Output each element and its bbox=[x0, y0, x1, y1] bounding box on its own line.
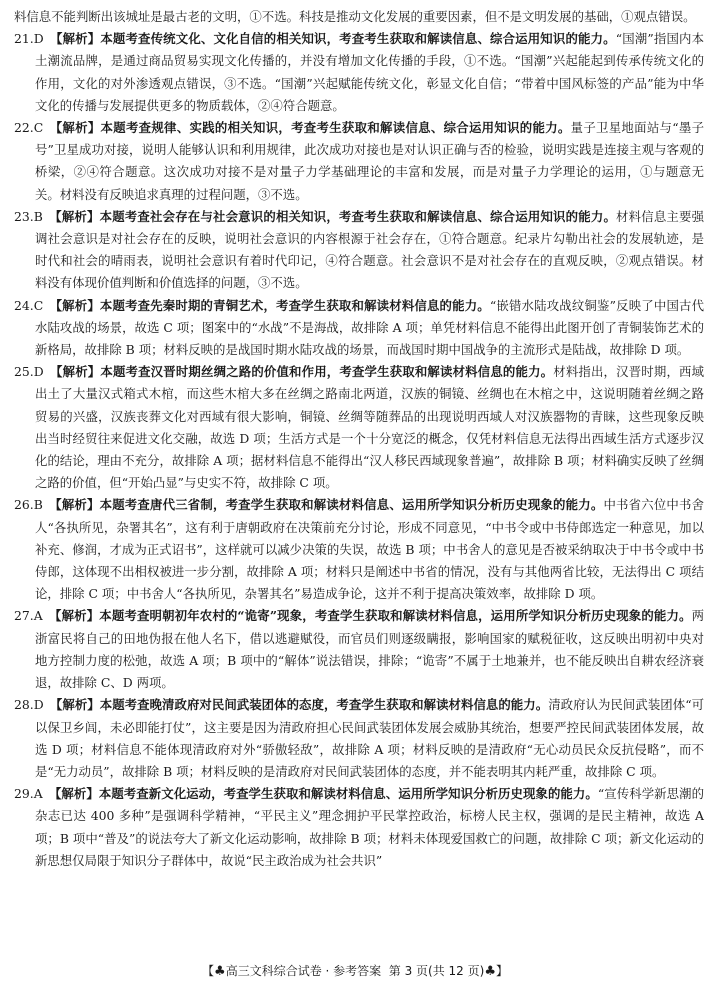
analysis-body: 两浙富民将自己的田地伪报在他人名下，借以逃避赋役，而官员们则逐级瞒报，影响国家的赋税征收，这反映出明初中央对地方控制力度的松弛，故选 A 项；B 项中的“解体”说法错误，排除；“诡寄”不属于土地兼并，也不能反映出自耕农经济衰退，故排除 C、D 两项。 bbox=[35, 608, 704, 691]
analysis-body: “宣传科学新思潮的杂志已达 400 多种”是强调科学精神，“平民主义”理念拥护平民掌控政治，标榜人民主权，强调的是民主精神，故选 A 项；B 项中“普及”的说法夸大了新文化运动影响，故排除 B 项；材料未体现爱国救亡的问题，故排除 C 项；新文化运动的新思想仅局限于知识分子群体中，故说“民主政治成为社会共识” bbox=[35, 786, 704, 868]
intro-paragraph bbox=[14, 6, 704, 28]
page-footer bbox=[0, 962, 710, 979]
answer-letter: B bbox=[33, 208, 43, 224]
analysis-body: 中书省六位中书舍人“各执所见，杂署其名”，这有利于唐朝政府在决策前充分讨论，形成不同意见，“中书令或中书侍郎选定一种意见，加以补充、修润，才成为正式诏书”，这样就可以减少决策的失误，故选 B 项；中书舍人的意见是否被采纳取决于中书令或中书侍郎，这体现不出相权被进一步分割，故排除 A 项；材料只是阐述中书省的情况，没有与其他两省比较，无法得出 C 项结论，排除 C 项；中书舍人“各执所见，杂署其名”易造成争论，这并不利于提高决策效率，故排除 D 项。 bbox=[35, 497, 705, 602]
answer-item bbox=[14, 783, 704, 872]
footer-title: 高三文科综合试卷 · 参考答案 bbox=[225, 964, 382, 978]
answer-item bbox=[14, 494, 704, 605]
answer-letter: D bbox=[33, 364, 44, 380]
answer-item bbox=[14, 361, 704, 494]
analysis-header: 【解析】本题考查先秦时期的青铜艺术，考查学生获取和解读材料信息的能力。 bbox=[49, 297, 490, 313]
question-number: 23. bbox=[14, 208, 34, 224]
analysis-body: 清政府认为民间武装团体“可以保卫乡闾，未必即能打仗”，这主要是因为清政府担心民间武装团体发展会威胁其统治，想要严控民间武装团体发展，故选 D 项；材料信息不能体现清政府对外“骄傲轻敌”，故排除 A 项；材料反映的是清政府“无心动员民众反抗侵略”，而不是“无力动员”，故排除 B 项；材料反映的是清政府对民间武装团体的态度，并不能表明其内耗严重，故排除 C 项。 bbox=[35, 697, 704, 779]
answer-letter: C bbox=[33, 297, 44, 313]
question-number: 29. bbox=[14, 786, 34, 802]
analysis-body: “嵌错水陆攻战纹铜鉴”反映了中国古代水陆攻战的场景，故选 C 项；图案中的“水战”不是海战，故排除 A 项；单凭材料信息不能得出此图开创了青铜装饰艺术的新格局，故排除 B 项；材料反映的是战国时期水陆攻战的场景，而战国时期中国战争的主流形式是陆战，故排除 D 项。 bbox=[35, 297, 705, 358]
answer-page bbox=[14, 6, 704, 872]
answer-letter: A bbox=[33, 608, 43, 624]
answer-letter: B bbox=[33, 497, 43, 513]
answer-letter: C bbox=[33, 120, 44, 136]
answer-item bbox=[14, 295, 704, 362]
analysis-body: “国潮”指国内本土潮流品牌，是通过商品贸易实现文化传播的，并没有增加文化传播的手段，①不选。“国潮”兴起能起到传承传统文化的作用，文化的对外渗透观点错误，③不选。“国潮”兴起赋能传统文化，彰显文化自信；“带着中国风标签的产品”能为中华文化的传播与发展提供更多的物质载体，②④符合题意。 bbox=[35, 31, 705, 113]
analysis-body: 材料信息主要强调社会意识是对社会存在的反映，说明社会意识的内容根源于社会存在，①符合题意。纪录片勾勒出社会的发展轨迹，是时代和社会的晴雨表，说明社会意识有着时代印记，④符合题意。社会意识不是对社会存在的直观反映，②观点错误。材料没有体现价值判断和价值选择的问题，③不选。 bbox=[35, 208, 705, 291]
club-icon-left: ♣ bbox=[214, 964, 226, 979]
answer-item bbox=[14, 605, 704, 694]
answer-letter: A bbox=[33, 786, 43, 802]
answer-list bbox=[14, 28, 704, 872]
analysis-header: 【解析】本题考查规律、实践的相关知识，考查考生获取和解读信息、综合运用知识的能力。 bbox=[49, 120, 571, 136]
answer-letter: D bbox=[33, 31, 44, 47]
analysis-header: 【解析】本题考查明朝初年农村的“诡寄”现象，考查学生获取和解读材料信息，运用所学知识分析历史现象的能力。 bbox=[48, 608, 692, 624]
answer-item bbox=[14, 206, 704, 295]
analysis-header: 【解析】本题考查晚清政府对民间武装团体的态度，考查学生获取和解读材料信息的能力。 bbox=[49, 697, 549, 713]
question-number: 22. bbox=[14, 120, 34, 136]
footer-bracket-right: 】 bbox=[495, 964, 508, 978]
question-number: 26. bbox=[14, 497, 34, 513]
analysis-header: 【解析】本题考查社会存在与社会意识的相关知识，考查考生获取和解读信息、综合运用知识的能力。 bbox=[49, 208, 617, 224]
analysis-header: 【解析】本题考查汉晋时期丝绸之路的价值和作用，考查学生获取和解读材料信息的能力。 bbox=[49, 364, 554, 380]
intro-text: 料信息不能判断出该城址是最古老的文明，①不选。科技是推动文化发展的重要因素，但不是文明发展的基础，①观点错误。 bbox=[14, 9, 696, 24]
answer-item bbox=[14, 28, 704, 117]
question-number: 27. bbox=[14, 608, 34, 624]
answer-letter: D bbox=[33, 697, 44, 713]
analysis-header: 【解析】本题考查新文化运动，考查学生获取和解读材料信息、运用所学知识分析历史现象的能力。 bbox=[48, 786, 598, 802]
analysis-body: 量子卫星地面站与“墨子号”卫星成功对接，说明人能够认识和利用规律，此次成功对接也是对认识正确与否的检验，说明实践是连接主观与客观的桥梁，②④符合题意。这次成功对接不是对量子力学基础理论的丰富和发展，而是对量子力学理论的运用，①与题意无关。材料没有反映追求真理的过程问题，③不选。 bbox=[35, 120, 704, 202]
analysis-header: 【解析】本题考查传统文化、文化自信的相关知识，考查考生获取和解读信息、综合运用知识的能力。 bbox=[49, 31, 616, 47]
question-number: 25. bbox=[14, 364, 34, 380]
footer-page-number: 第 3 页(共 12 页) bbox=[388, 964, 485, 978]
analysis-body: 材料指出，汉晋时期，西域出土了大量汉式箱式木棺，而这些木棺大多在丝绸之路南北两道，汉族的铜镜、丝绸也在木棺之中，这说明随着丝绸之路贸易的兴盛，汉族丧葬文化对西域有很大影响，铜镜、丝绸等随葬品的出现说明西域人对汉族器物的青睐，这些现象反映出当时经贸往来促进文化交融，故选 D 项；生活方式是一个十分宽泛的概念，仅凭材料信息无法得出西域生活方式逐步汉化的结论，理由不充分，故排除 A 项；据材料信息不能得出“汉人移民西域现象普遍”，故排除 B 项；材料确实反映了丝绸之路的价值，但“开始凸显”与史实不符，故排除 C 项。 bbox=[35, 364, 705, 491]
footer-bracket-left: 【 bbox=[202, 964, 215, 978]
question-number: 24. bbox=[14, 297, 34, 313]
question-number: 28. bbox=[14, 697, 34, 713]
club-icon-right: ♣ bbox=[484, 964, 496, 979]
analysis-header: 【解析】本题考查唐代三省制，考查学生获取和解读材料信息、运用所学知识分析历史现象的能力。 bbox=[49, 497, 604, 513]
question-number: 21. bbox=[14, 31, 34, 47]
answer-item bbox=[14, 694, 704, 783]
answer-item bbox=[14, 117, 704, 206]
